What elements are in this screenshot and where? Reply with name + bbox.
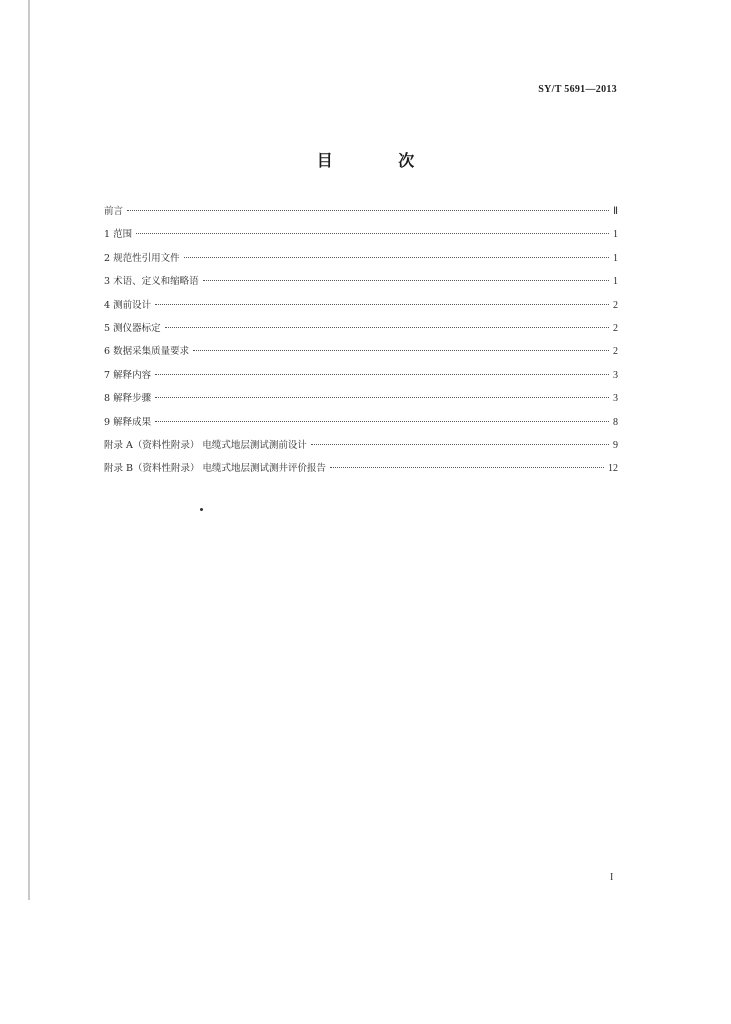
toc-entry-page: 9 (613, 439, 618, 451)
toc-entry-page: 8 (613, 416, 618, 428)
toc-entry-interpretation-results (104, 414, 618, 437)
toc-entry-page: 1 (613, 252, 618, 264)
scan-speck (200, 508, 203, 511)
toc-entry-data-quality (104, 343, 618, 366)
toc-entry-appendix-b (104, 460, 618, 483)
toc-entry-label: 3 术语、定义和缩略语 (104, 276, 199, 288)
toc-entry-interpretation-content (104, 367, 618, 390)
toc-entry-terms (104, 273, 618, 296)
toc-leader-dots (155, 374, 609, 375)
toc-entry-foreword (104, 203, 618, 226)
toc-entry-label: 5 测仪器标定 (104, 322, 161, 334)
toc-leader-dots (311, 444, 609, 445)
toc-entry-label: 前言 (104, 206, 124, 217)
toc-entry-page: 2 (613, 299, 618, 311)
toc-entry-page: 3 (613, 369, 618, 381)
toc-entry-page: 12 (608, 463, 618, 475)
toc-entry-page: Ⅱ (613, 206, 618, 217)
toc-entry-label: 9 解释成果 (104, 416, 152, 428)
toc-leader-dots (193, 350, 609, 351)
toc-entry-label: 6 数据采集质量要求 (104, 346, 190, 358)
toc-leader-dots (136, 233, 609, 234)
toc-leader-dots (155, 304, 609, 305)
toc-entry-label: 附录 A（资料性附录） 电缆式地层测试测前设计 (104, 439, 307, 451)
toc-entry-label: 2 规范性引用文件 (104, 252, 180, 264)
standard-code: SY/T 5691—2013 (538, 84, 617, 95)
toc-entry-appendix-a (104, 437, 618, 460)
toc-entry-label: 1 范围 (104, 229, 133, 241)
toc-leader-dots (127, 210, 609, 211)
toc-entry-page: 1 (613, 229, 618, 241)
toc-leader-dots (184, 257, 609, 258)
toc-leader-dots (330, 467, 604, 468)
toc-entry-scope (104, 226, 618, 249)
toc-entry-page: 3 (613, 393, 618, 405)
page-number: I (610, 872, 614, 883)
toc-leader-dots (155, 421, 609, 422)
toc-entry-label: 附录 B（资料性附录） 电缆式地层测试测井评价报告 (104, 463, 327, 475)
toc-entry-label: 8 解释步骤 (104, 393, 152, 405)
toc-entry-interpretation-steps (104, 390, 618, 413)
toc-entry-label: 4 测前设计 (104, 299, 152, 311)
toc-entry-instrument-calibration (104, 320, 618, 343)
scan-edge-line (28, 0, 30, 900)
toc-entry-page: 2 (613, 322, 618, 334)
toc-title: 目 次 (316, 151, 445, 170)
toc-entry-page: 2 (613, 346, 618, 358)
toc-leader-dots (203, 280, 609, 281)
toc-leader-dots (165, 327, 609, 328)
toc-entry-label: 7 解释内容 (104, 369, 152, 381)
toc-entry-pre-test-design (104, 297, 618, 320)
toc-leader-dots (155, 397, 609, 398)
toc-list (104, 203, 618, 484)
toc-entry-normative-references (104, 250, 618, 273)
toc-entry-page: 1 (613, 276, 618, 288)
